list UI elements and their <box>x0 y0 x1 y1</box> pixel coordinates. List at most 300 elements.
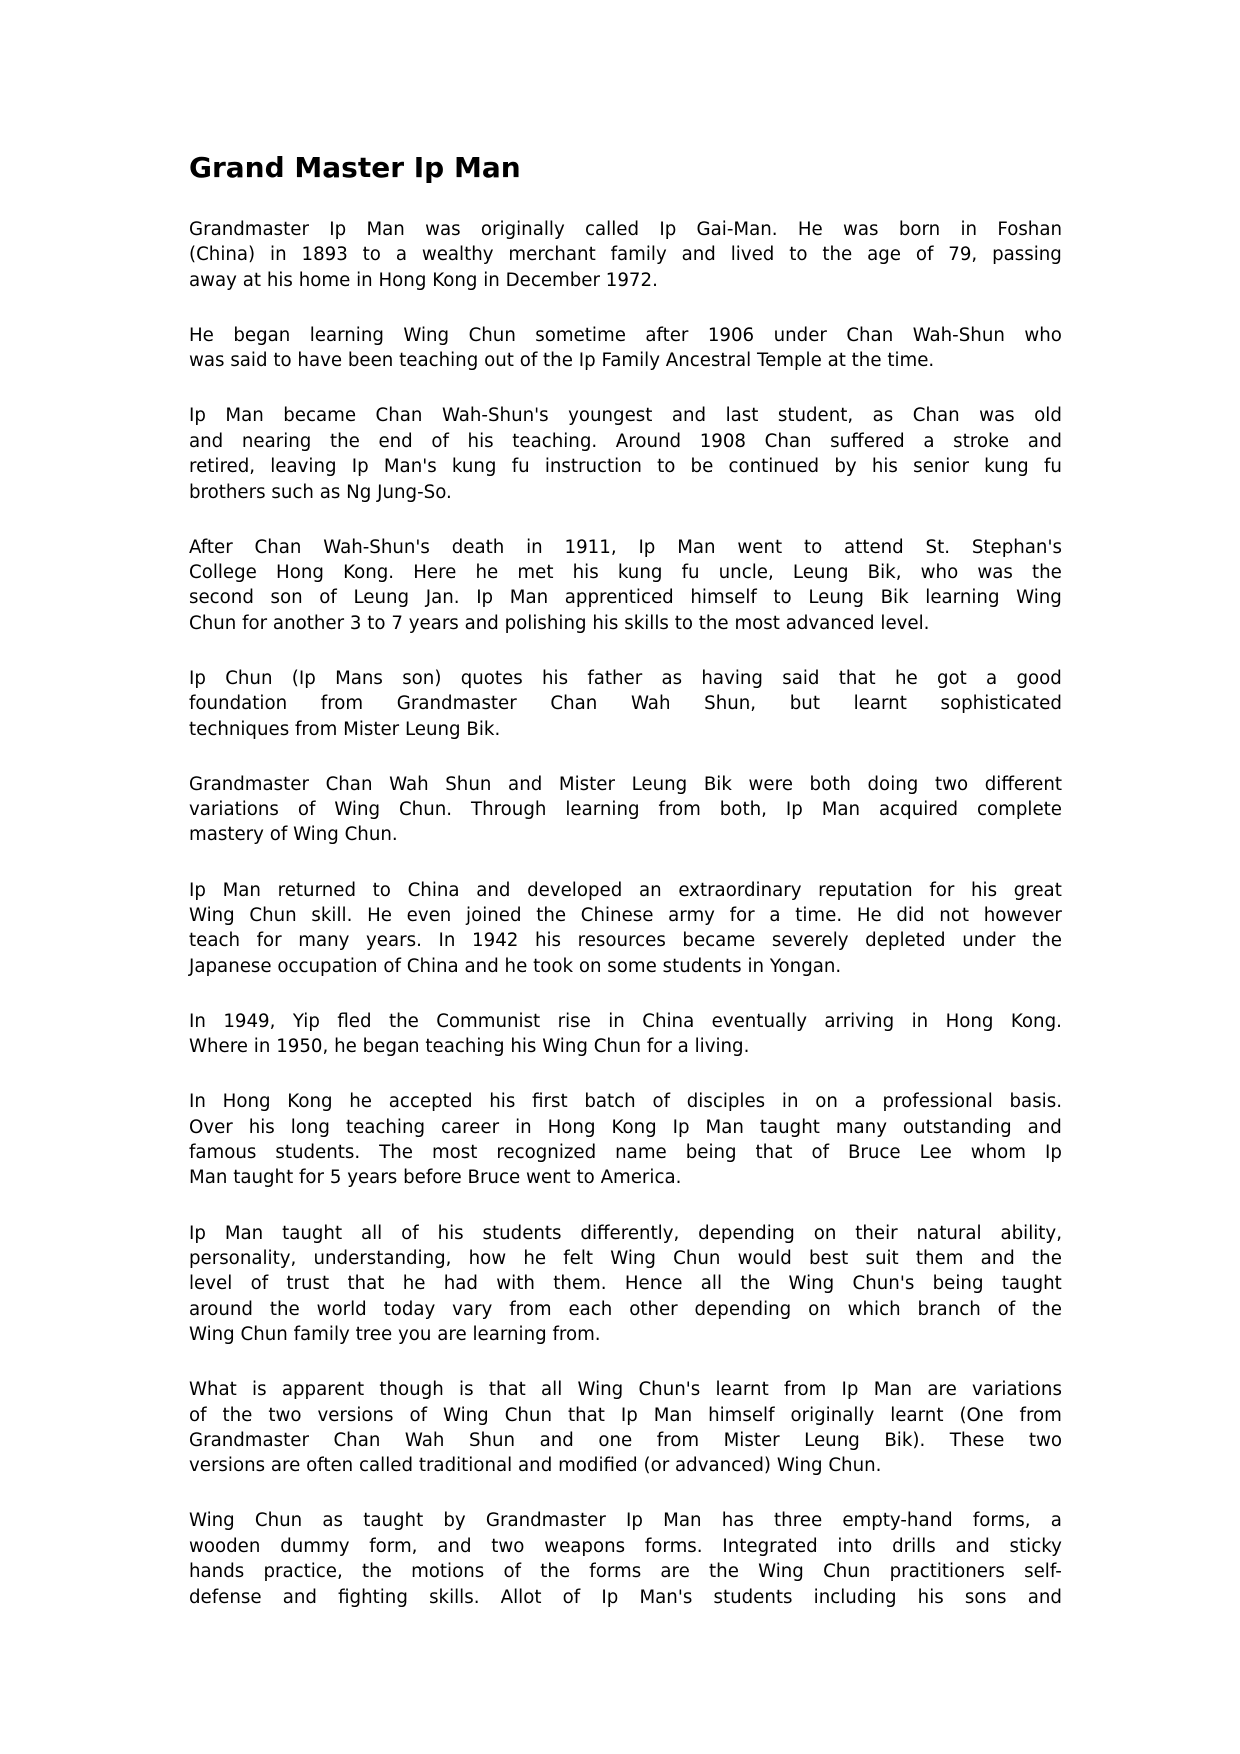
word: the <box>222 1404 253 1426</box>
word: of <box>519 350 538 372</box>
word: ability, <box>1000 1222 1062 1244</box>
document-body <box>189 217 1062 1640</box>
word: Man <box>677 536 716 558</box>
word: been <box>347 350 394 372</box>
word: leaving <box>270 456 337 478</box>
word: Man <box>653 1404 693 1426</box>
word: became <box>682 930 756 952</box>
word: Chun <box>249 904 297 926</box>
word: 1906 <box>707 324 755 346</box>
word: Chun <box>240 1324 288 1346</box>
word: be <box>690 456 714 478</box>
text-line <box>189 1115 1062 1140</box>
word: Leung <box>353 587 410 609</box>
word: his <box>266 269 293 291</box>
word: Family <box>601 350 660 372</box>
word: Temple <box>757 350 822 372</box>
word: of <box>250 1273 269 1295</box>
word: of <box>431 430 449 452</box>
word: practice, <box>263 1561 343 1583</box>
word: Grandmaster <box>189 219 309 240</box>
word: Leung <box>792 561 849 583</box>
word: home <box>298 269 351 291</box>
word: other <box>629 1298 678 1320</box>
word: of <box>189 1404 207 1426</box>
word: weapons <box>544 1535 626 1557</box>
word: Ip <box>476 587 494 609</box>
word: eventually <box>711 1010 807 1032</box>
word: on <box>578 955 602 977</box>
word: Ip <box>626 1510 643 1532</box>
word: complete <box>977 799 1062 821</box>
word: 7 <box>391 612 403 634</box>
word: born <box>898 219 941 240</box>
word: that <box>755 1142 793 1164</box>
text-line <box>189 954 1062 979</box>
word: Grandmaster <box>396 693 517 715</box>
word: Allot <box>500 1586 542 1608</box>
word: mastery <box>189 824 264 846</box>
word: Chun <box>468 324 516 346</box>
word: 3 <box>349 612 362 634</box>
word: to <box>273 350 292 372</box>
word: he <box>349 1091 372 1113</box>
word: was <box>425 219 461 240</box>
word: career <box>441 1116 500 1138</box>
word: army <box>668 904 715 926</box>
word: as <box>661 667 683 689</box>
word: recognized <box>496 1142 597 1164</box>
word: apprenticed <box>564 587 674 609</box>
word: for <box>646 1036 672 1058</box>
word: who <box>1024 324 1062 346</box>
word: went <box>737 536 783 558</box>
word: defense <box>189 1586 262 1608</box>
word: of <box>997 1298 1016 1320</box>
word: student, <box>777 405 854 427</box>
word: the <box>698 612 729 634</box>
paragraph <box>189 323 1062 374</box>
word: he <box>523 1247 547 1269</box>
word: the <box>1032 561 1062 583</box>
word: brothers <box>189 481 266 503</box>
word: name <box>615 1142 667 1164</box>
word: sticky <box>1009 1535 1062 1557</box>
word: level <box>189 1273 233 1295</box>
word: Ip <box>601 1586 619 1608</box>
word: Wing <box>189 904 235 926</box>
word: went <box>525 1167 571 1189</box>
paragraph <box>189 1221 1062 1348</box>
word: with <box>496 1273 535 1295</box>
word: Ip <box>189 667 206 689</box>
word: another <box>272 612 345 634</box>
word: natural <box>916 1222 982 1244</box>
word: personality, <box>189 1247 297 1269</box>
word: them <box>915 1247 964 1269</box>
word: from <box>320 693 364 715</box>
word: variations <box>972 1379 1062 1401</box>
word: even <box>406 904 452 926</box>
text-line <box>189 611 1062 636</box>
word: Leung <box>404 718 461 740</box>
word: Hong <box>547 1116 596 1138</box>
word: Chan <box>333 1429 381 1451</box>
word: 1911, <box>564 536 617 558</box>
word: kung <box>984 456 1029 478</box>
word: depleted <box>865 930 946 952</box>
text-line <box>189 772 1062 797</box>
word: to <box>362 244 381 266</box>
word: batch <box>584 1091 636 1113</box>
word: two <box>934 773 969 795</box>
word: Ip <box>189 879 206 901</box>
word: Chan <box>912 405 960 427</box>
word: his <box>917 1586 944 1608</box>
text-line <box>189 1165 1062 1190</box>
word: each <box>568 1298 613 1320</box>
word: was <box>843 219 879 240</box>
word: a <box>854 1091 866 1113</box>
word: for <box>256 930 282 952</box>
word: branch <box>917 1298 981 1320</box>
word: learnt <box>890 1404 944 1426</box>
word: Mans <box>335 667 383 689</box>
text-line <box>189 1453 1062 1478</box>
word: the <box>822 244 853 266</box>
text-line <box>189 928 1062 953</box>
word: his <box>489 1091 516 1113</box>
word: would <box>737 1247 792 1269</box>
word: Lee <box>919 1142 952 1164</box>
word: around <box>189 1298 253 1320</box>
word: Man <box>222 879 261 901</box>
word: In <box>189 1010 206 1032</box>
text-line <box>189 1034 1062 1059</box>
word: Chan <box>375 405 423 427</box>
word: which <box>847 1298 901 1320</box>
word: Wing <box>788 1273 835 1295</box>
word: best <box>808 1247 849 1269</box>
word: fu <box>1043 456 1062 478</box>
word: years <box>347 1167 398 1189</box>
word: two <box>1028 1429 1062 1451</box>
word: stroke <box>953 430 1010 452</box>
word: December <box>505 269 600 291</box>
word: and <box>464 955 499 977</box>
word: Hong <box>945 1010 994 1032</box>
word: skills. <box>429 1586 480 1608</box>
word: In <box>438 930 456 952</box>
word: on <box>815 1091 838 1113</box>
word: China <box>407 879 460 901</box>
word: time. <box>795 904 843 926</box>
word: the <box>1032 930 1062 952</box>
word: suffered <box>830 430 905 452</box>
word: advanced <box>785 612 875 634</box>
word: Yongan. <box>769 955 842 977</box>
word: Wah <box>630 693 671 715</box>
word: Kong <box>287 1091 333 1113</box>
word: What <box>189 1379 237 1401</box>
word: depending <box>694 1298 792 1320</box>
word: Jung-So. <box>377 481 452 503</box>
word: on <box>813 1222 837 1244</box>
word: though <box>379 1379 444 1401</box>
word: Shun, <box>704 693 757 715</box>
word: Chun. <box>344 824 398 846</box>
word: his <box>467 430 494 452</box>
word: was <box>979 405 1015 427</box>
word: called <box>359 1455 414 1477</box>
word: Wing <box>776 1455 823 1477</box>
word: taught <box>363 1510 424 1532</box>
word: Ip <box>785 799 803 821</box>
word: vary <box>452 1298 493 1320</box>
word: Man <box>366 219 405 240</box>
word: Man's <box>383 456 437 478</box>
word: he <box>504 955 528 977</box>
word: he <box>334 1036 357 1058</box>
word: foundation <box>189 693 288 715</box>
word: Bruce <box>847 1142 901 1164</box>
word: in <box>747 955 765 977</box>
word: often <box>306 1455 354 1477</box>
text-line <box>189 403 1062 428</box>
word: began <box>233 324 291 346</box>
word: for <box>929 879 955 901</box>
word: became <box>283 405 357 427</box>
text-line <box>189 878 1062 903</box>
word: of <box>915 244 934 266</box>
word: are <box>927 1379 957 1401</box>
word: son) <box>402 667 442 689</box>
word: He <box>189 324 214 346</box>
word: of <box>652 1091 670 1113</box>
word: and <box>282 1586 317 1608</box>
word: students <box>662 955 742 977</box>
word: two <box>268 1404 302 1426</box>
word: learning <box>565 799 640 821</box>
word: arriving <box>824 1010 895 1032</box>
word: are <box>437 1324 467 1346</box>
word: professional <box>882 1091 993 1113</box>
word: were <box>748 773 793 795</box>
word: from <box>509 1298 552 1320</box>
word: Ip <box>1044 1142 1062 1164</box>
word: students <box>482 1222 562 1244</box>
paragraph <box>189 535 1062 637</box>
word: Wah <box>404 1429 445 1451</box>
text-line <box>189 1089 1062 1114</box>
word: College <box>189 561 257 583</box>
word: Chan <box>325 773 373 795</box>
word: 5 <box>329 1167 342 1189</box>
word: Hence <box>624 1273 683 1295</box>
word: Chan <box>550 693 598 715</box>
word: passing <box>992 244 1062 266</box>
word: Ip <box>841 1379 859 1401</box>
page-title: Grand Master Ip Man <box>189 151 521 184</box>
word: hands <box>189 1561 245 1583</box>
word: them. <box>553 1273 607 1295</box>
word: Ancestral <box>665 350 752 372</box>
word: kung <box>617 561 663 583</box>
word: was <box>189 350 225 372</box>
word: originally <box>480 219 565 240</box>
word: Hong <box>222 1091 271 1113</box>
word: teaching <box>425 1036 505 1058</box>
word: of <box>383 955 401 977</box>
word: most <box>431 1142 478 1164</box>
word: the <box>362 1561 392 1583</box>
word: Man <box>663 1510 702 1532</box>
word: Shun <box>445 773 492 795</box>
word: Grandmaster <box>485 1510 606 1532</box>
word: and <box>671 405 707 427</box>
word: second <box>189 587 254 609</box>
word: These <box>949 1429 1005 1451</box>
word: developed <box>527 879 623 901</box>
word: from <box>656 1429 700 1451</box>
word: Wah-Shun's <box>323 536 430 558</box>
word: Kong <box>432 269 478 291</box>
word: Wing <box>334 799 381 821</box>
word: Ip <box>189 1222 206 1244</box>
word: his <box>510 1036 537 1058</box>
word: of <box>409 1404 428 1426</box>
word: and <box>464 612 499 634</box>
word: from. <box>552 1324 601 1346</box>
word: drills <box>892 1535 936 1557</box>
word: from <box>294 718 338 740</box>
word: Chinese <box>580 904 654 926</box>
word: Chun. <box>398 799 453 821</box>
word: the <box>1032 1247 1062 1269</box>
word: lived <box>730 244 775 266</box>
word: Where <box>189 1036 248 1058</box>
word: Ip <box>638 536 656 558</box>
word: the <box>540 1561 571 1583</box>
word: Wing <box>542 1036 588 1058</box>
word: of <box>811 1142 829 1164</box>
text-line <box>189 1559 1062 1584</box>
text-line <box>189 560 1062 585</box>
word: skills <box>624 612 669 634</box>
word: the <box>1032 1298 1062 1320</box>
word: old <box>1034 405 1062 427</box>
word: two <box>491 1535 525 1557</box>
word: Yip <box>292 1010 320 1032</box>
word: have <box>297 350 343 372</box>
word: began <box>362 1036 420 1058</box>
word: death <box>451 536 505 558</box>
word: 79, <box>948 244 978 266</box>
word: being <box>685 1142 737 1164</box>
word: Ip <box>189 405 206 427</box>
word: are <box>270 1455 301 1477</box>
text-line <box>189 1403 1062 1428</box>
paragraph <box>189 1089 1062 1191</box>
word: but <box>789 693 820 715</box>
word: Wing <box>443 1404 489 1426</box>
word: Ip <box>351 456 369 478</box>
word: Jan. <box>425 587 460 609</box>
word: Here <box>413 561 457 583</box>
word: accepted <box>388 1091 473 1113</box>
word: is <box>252 1379 267 1401</box>
word: his <box>971 879 998 901</box>
word: Ip <box>578 350 596 372</box>
word: learnt <box>853 693 907 715</box>
word: kung <box>451 456 497 478</box>
word: long <box>290 1116 330 1138</box>
word: Man <box>224 1222 264 1244</box>
word: good <box>1016 667 1062 689</box>
word: the <box>536 904 567 926</box>
word: taught <box>759 1116 820 1138</box>
word: did <box>896 904 925 926</box>
word: sometime <box>535 324 626 346</box>
word: one <box>598 1429 633 1451</box>
word: a <box>677 1036 689 1058</box>
word: Chun <box>504 1404 552 1426</box>
word: 1908 <box>699 430 746 452</box>
word: (China) <box>189 244 256 266</box>
word: The <box>379 1142 413 1164</box>
word: Grandmaster <box>189 1429 309 1451</box>
word: in <box>253 1036 271 1058</box>
word: such <box>271 481 314 503</box>
word: end <box>378 430 413 452</box>
word: Japanese <box>189 955 272 977</box>
word: Man's <box>639 1586 693 1608</box>
word: including <box>813 1586 897 1608</box>
word: said <box>230 350 268 372</box>
word: his <box>541 667 569 689</box>
word: the <box>269 1298 300 1320</box>
text-line <box>189 666 1062 691</box>
paragraph <box>189 666 1062 742</box>
text-line <box>189 822 1062 847</box>
word: Bik). <box>884 1429 926 1451</box>
word: in <box>270 244 287 266</box>
text-line <box>189 268 1062 293</box>
word: forms, <box>972 1510 1031 1532</box>
word: his <box>534 930 562 952</box>
word: occupation <box>277 955 378 977</box>
word: Chun's <box>852 1273 915 1295</box>
word: however <box>983 904 1062 926</box>
word: (or <box>643 1455 670 1477</box>
word: polishing <box>504 612 587 634</box>
word: Wah <box>389 773 429 795</box>
word: fighting <box>338 1586 408 1608</box>
text-line <box>189 1508 1062 1533</box>
word: learning <box>925 587 1000 609</box>
word: Chun <box>189 612 237 634</box>
word: Leung <box>804 1429 860 1451</box>
text-line <box>189 535 1062 560</box>
word: wealthy <box>421 244 494 266</box>
paragraph <box>189 1009 1062 1060</box>
word: not <box>939 904 970 926</box>
word: Wing <box>758 1561 804 1583</box>
word: Hong <box>378 269 427 291</box>
word: Ip <box>329 219 347 240</box>
word: father <box>587 667 643 689</box>
word: Man <box>225 405 264 427</box>
